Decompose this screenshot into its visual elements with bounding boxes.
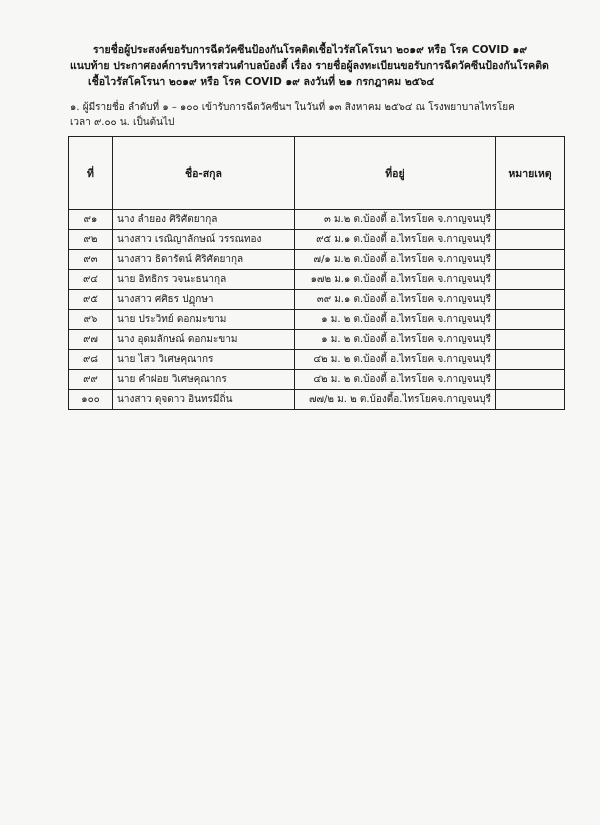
registrant-table [68, 136, 565, 410]
document-title [70, 42, 550, 90]
table-header-row [69, 137, 565, 210]
cell-remark [496, 210, 565, 230]
table-row [69, 250, 565, 270]
title-line-1: รายชื่อผู้ประสงค์ขอรับการฉีดวัคซีนป้องกันโรคติดเชื้อไวรัสโคโรนา ๒๐๑๙ หรือ โรค COVID ๑๙ [92, 44, 528, 56]
cell-no: ๙๒ [69, 230, 113, 250]
header-no: ที่ [69, 137, 113, 210]
cell-remark [496, 330, 565, 350]
cell-address: ๑๗๒ ม.๑ ต.บ้องตี้ อ.ไทรโยค จ.กาญจนบุรี [294, 270, 495, 290]
cell-remark [496, 390, 565, 410]
cell-remark [496, 230, 565, 250]
cell-no: ๑๐๐ [69, 390, 113, 410]
table-row [69, 270, 565, 290]
title-line-3: เชื้อไวรัสโคโรนา ๒๐๑๙ หรือ โรค COVID ๑๙ ลงวันที่ ๒๑ กรกฎาคม ๒๕๖๔ [88, 76, 435, 88]
schedule-note [70, 100, 550, 130]
header-address: ที่อยู่ [294, 137, 495, 210]
header-name: ชื่อ-สกุล [113, 137, 295, 210]
cell-no: ๙๑ [69, 210, 113, 230]
cell-remark [496, 270, 565, 290]
cell-no: ๙๕ [69, 290, 113, 310]
cell-address: ๙๕ ม.๑ ต.บ้องตี้ อ.ไทรโยค จ.กาญจนบุรี [294, 230, 495, 250]
table-row [69, 290, 565, 310]
table-row [69, 230, 565, 250]
cell-address: ๓๙ ม.๑ ต.บ้องตี้ อ.ไทรโยค จ.กาญจนบุรี [294, 290, 495, 310]
cell-address: ๗/๑ ม.๒ ต.บ้องตี้ อ.ไทรโยค จ.กาญจนบุรี [294, 250, 495, 270]
cell-address: ๑ ม. ๒ ต.บ้องตี้ อ.ไทรโยค จ.กาญจนบุรี [294, 330, 495, 350]
cell-name: นาง อุดมลักษณ์ ดอกมะขาม [113, 330, 295, 350]
cell-remark [496, 250, 565, 270]
cell-no: ๙๗ [69, 330, 113, 350]
cell-name: นางสาว ศศิธร ปฏุกษา [113, 290, 295, 310]
cell-remark [496, 310, 565, 330]
table-row [69, 390, 565, 410]
cell-name: นาย ไสว วิเศษคุณากร [113, 350, 295, 370]
cell-address: ๔๒ ม. ๒ ต.บ้องตี้ อ.ไทรโยค จ.กาญจนบุรี [294, 370, 495, 390]
table-row [69, 330, 565, 350]
title-line-2: แนบท้าย ประกาศองค์การบริหารส่วนตำบลบ้องตี้ เรื่อง รายชื่อผู้ลงทะเบียนขอรับการฉีดวัคซีนป้องกันโรคติด [70, 60, 549, 72]
cell-name: นางสาว ธิดารัตน์ ศิริศัตยากุล [113, 250, 295, 270]
table-row [69, 210, 565, 230]
cell-no: ๙๙ [69, 370, 113, 390]
cell-address: ๓ ม.๒ ต.บ้องตี้ อ.ไทรโยค จ.กาญจนบุรี [294, 210, 495, 230]
cell-name: นาย คำฝอย วิเศษคุณากร [113, 370, 295, 390]
cell-address: ๔๒ ม. ๒ ต.บ้องตี้ อ.ไทรโยค จ.กาญจนบุรี [294, 350, 495, 370]
cell-no: ๙๔ [69, 270, 113, 290]
cell-name: นาย ประวิทย์ ดอกมะขาม [113, 310, 295, 330]
header-remark: หมายเหตุ [496, 137, 565, 210]
cell-name: นาง ลำยอง ศิริศัตยากุล [113, 210, 295, 230]
cell-name: นาย อิทธิกร วจนะธนากุล [113, 270, 295, 290]
cell-remark [496, 290, 565, 310]
cell-address: ๑ ม. ๒ ต.บ้องตี้ อ.ไทรโยค จ.กาญจนบุรี [294, 310, 495, 330]
table-row [69, 370, 565, 390]
cell-remark [496, 370, 565, 390]
cell-remark [496, 350, 565, 370]
cell-name: นางสาว ดุจดาว อินทรมีถิ่น [113, 390, 295, 410]
note-line-1: ๑. ผู้มีรายชื่อ ลำดับที่ ๑ – ๑๐๐ เข้ารับการฉีดวัคซีนฯ ในวันที่ ๑๓ สิงหาคม ๒๕๖๔ ณ โรงพยาบาลไทรโยค [70, 102, 515, 113]
note-line-2: เวลา ๙.๐๐ น. เป็นต้นไป [70, 117, 175, 128]
cell-no: ๙๘ [69, 350, 113, 370]
cell-name: นางสาว เรณิญาลักษณ์ วรรณทอง [113, 230, 295, 250]
cell-no: ๙๓ [69, 250, 113, 270]
cell-address: ๗๗/๒ ม. ๒ ต.บ้องตี้อ.ไทรโยคจ.กาญจนบุรี [294, 390, 495, 410]
table-row [69, 310, 565, 330]
table-row [69, 350, 565, 370]
cell-no: ๙๖ [69, 310, 113, 330]
